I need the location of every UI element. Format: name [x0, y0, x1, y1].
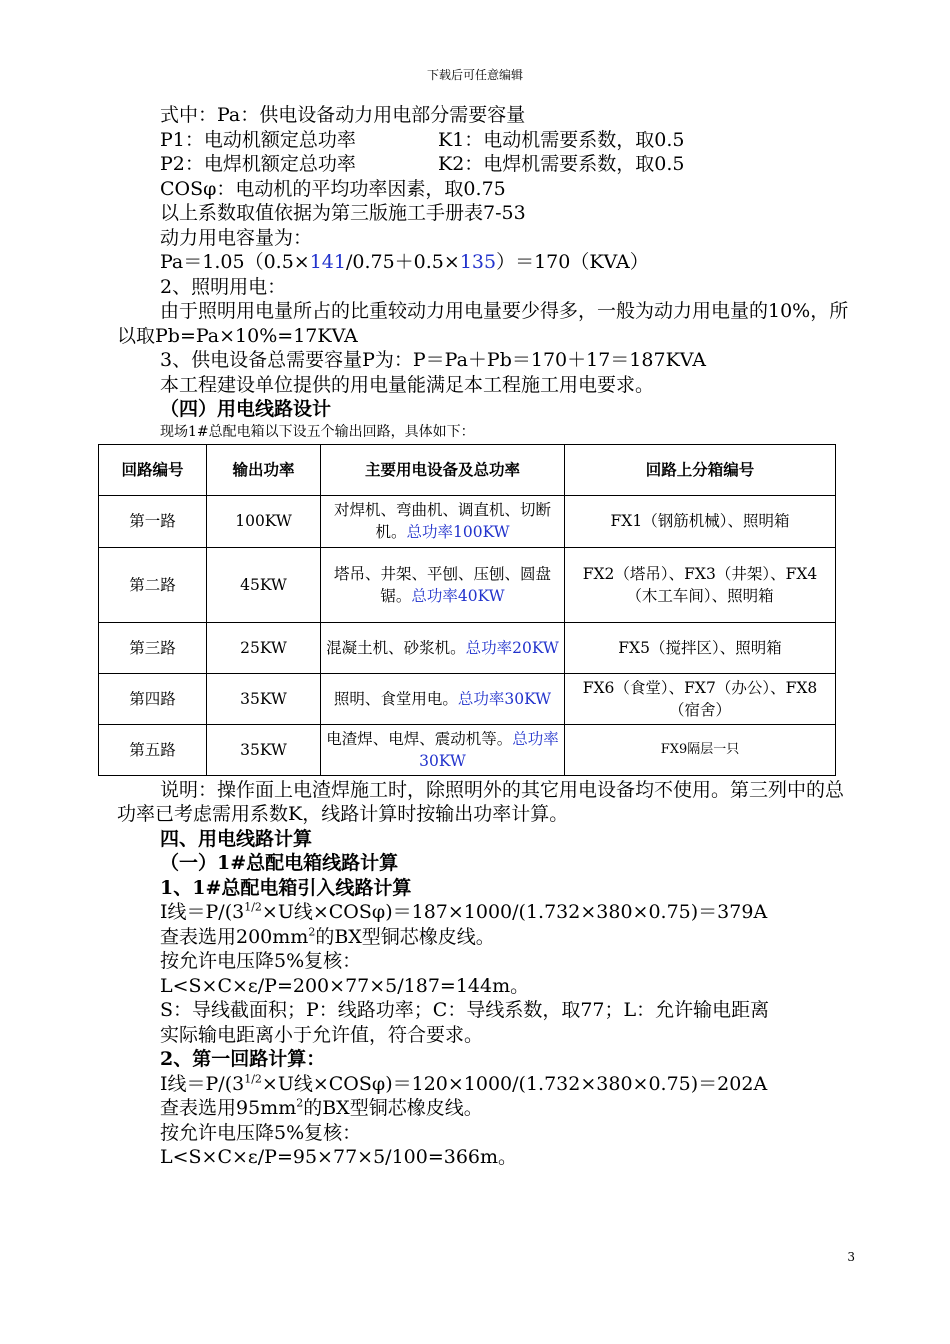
table-cell: FX6（食堂）、FX7（办公）、FX8（宿舍） — [565, 673, 836, 724]
value-highlight: 总功率30KW — [419, 729, 559, 770]
table-row — [99, 673, 836, 724]
text-line: 本工程建设单位提供的用电量能满足本工程施工用电要求。 — [160, 373, 655, 396]
text-line — [117, 128, 852, 153]
formula-line — [117, 250, 852, 275]
text-line: 按允许电压降5%复核： — [160, 950, 362, 972]
table-header-cell: 回路编号 — [99, 444, 207, 495]
table-cell: 25KW — [207, 622, 321, 673]
text-line: 按允许电压降5%复核： — [160, 1121, 362, 1144]
table-row — [99, 622, 836, 673]
text-span: 混凝土机、砂浆机。 — [326, 638, 466, 657]
table-cell: FX2（塔吊）、FX3（井架）、FX4（木工车间）、照明箱 — [565, 547, 836, 622]
table-row — [99, 495, 836, 547]
text-span: I线＝P/(3 — [160, 901, 245, 923]
table-header-cell: 回路上分箱编号 — [565, 444, 836, 495]
table-cell: 第四路 — [99, 673, 207, 724]
superscript: 1/2 — [244, 900, 262, 914]
paragraph: 说明：操作面上电渣焊施工时，除照明外的其它用电设备均不使用。第三列中的总功率已考虑需用系数K，线路计算时按输出功率计算。 — [117, 778, 845, 825]
text-span: /0.75＋0.5× — [345, 251, 460, 273]
table-cell: 35KW — [207, 724, 321, 775]
table-cell: 45KW — [207, 547, 321, 622]
text-line — [117, 152, 852, 177]
text-span: I线＝P/(3 — [160, 1072, 245, 1095]
superscript: 2 — [296, 1096, 304, 1110]
formula-line: L<S×C×ε/P=200×77×5/187=144m。 — [160, 974, 530, 997]
table-cell: 第三路 — [99, 622, 207, 673]
text-span: 的BX型铜芯橡皮线。 — [315, 925, 495, 948]
formula-line — [117, 1072, 852, 1097]
text-line: 2、照明用电： — [160, 275, 287, 298]
text-span: ×U线×COSφ)＝120×1000/(1.732×380×0.75)＝202A — [261, 1072, 768, 1095]
text-span: 对焊机、弯曲机、调直机、切断机。 — [333, 501, 551, 541]
text-line: COSφ：电动机的平均功率因素，取0.75 — [160, 177, 506, 200]
text-span: 照明、食堂用电。 — [333, 689, 458, 708]
superscript: 2 — [308, 925, 316, 939]
table-cell: 第二路 — [99, 547, 207, 622]
table-cell: FX5（搅拌区）、照明箱 — [565, 622, 836, 673]
value-highlight: 总功率100KW — [406, 523, 510, 541]
text-span: 塔吊、井架、平刨、压刨、圆盘锯。 — [333, 564, 551, 605]
text-line: 动力用电容量为： — [160, 226, 313, 249]
text-line: 3、供电设备总需要容量P为：P＝Pa＋Pb＝170＋17＝187KVA — [160, 349, 706, 371]
table-cell — [321, 622, 565, 673]
table-cell: FX9隔层一只 — [565, 724, 836, 775]
table-cell: FX1（钢筋机械）、照明箱 — [565, 495, 836, 547]
document-body — [117, 103, 852, 1170]
paragraph: S：导线截面积；P：线路功率；C：导线系数，取77；L：允许输电距离 — [160, 999, 770, 1021]
table-cell: 100KW — [207, 495, 321, 547]
table-header-cell: 主要用电设备及总功率 — [321, 444, 565, 495]
text-span: ×U线×COSφ)＝187×1000/(1.732×380×0.75)＝379A — [261, 901, 768, 923]
text-line: 实际输电距离小于允许值，符合要求。 — [160, 1023, 484, 1046]
table-cell: 第一路 — [99, 495, 207, 547]
text-span: ）＝170（KVA） — [496, 251, 649, 273]
section-heading: （一）1#总配电箱线路计算 — [160, 852, 399, 874]
text-span: 查表选用200mm — [160, 925, 309, 948]
section-heading: 2、第一回路计算： — [160, 1048, 326, 1070]
superscript: 1/2 — [244, 1072, 262, 1086]
formula-line: L<S×C×ε/P=95×77×5/100=366m。 — [160, 1146, 518, 1168]
table-row — [99, 724, 836, 775]
text-span: P2：电焊机额定总功率 — [160, 153, 356, 175]
text-span: 查表选用95mm — [160, 1097, 297, 1119]
text-line: 式中：Pa：供电设备动力用电部分需要容量 — [160, 104, 526, 126]
text-line: 以上系数取值依据为第三版施工手册表7-53 — [160, 202, 526, 224]
text-span: P1：电动机额定总功率 — [160, 128, 356, 151]
table-header-cell: 输出功率 — [207, 444, 321, 495]
value-highlight: 总功率30KW — [457, 689, 552, 708]
text-line — [117, 925, 852, 950]
paragraph: 由于照明用电量所占的比重较动力用电量要少得多，一般为动力用电量的10%，所以取Pb=Pa×10%=17KVA — [117, 300, 849, 347]
table-cell — [321, 547, 565, 622]
text-span: Pa＝1.05（0.5× — [160, 251, 310, 273]
section-heading: （四）用电线路设计 — [160, 398, 332, 420]
section-heading: 四、用电线路计算 — [160, 827, 313, 850]
value-highlight: 135 — [459, 251, 497, 273]
table-cell — [321, 495, 565, 547]
value-highlight: 总功率20KW — [465, 638, 559, 657]
table-row — [99, 547, 836, 622]
text-line — [117, 1096, 852, 1121]
table-cell: 第五路 — [99, 724, 207, 775]
section-heading: 1、1#总配电箱引入线路计算 — [160, 876, 412, 899]
text-span: K1：电动机需要系数，取0.5 — [438, 128, 685, 151]
page-header: 下载后可任意编辑 — [426, 68, 523, 82]
page-number: 3 — [847, 1250, 855, 1264]
text-span: K2：电焊机需要系数，取0.5 — [438, 153, 685, 175]
value-highlight: 总功率40KW — [411, 586, 505, 605]
text-span: 电渣焊、电焊、震动机等。 — [326, 729, 513, 748]
formula-line — [117, 900, 852, 925]
table-cell: 35KW — [207, 673, 321, 724]
value-highlight: 141 — [309, 251, 346, 273]
table-cell — [321, 724, 565, 775]
table-header-row — [99, 444, 836, 495]
table-caption: 现场1#总配电箱以下设五个输出回路，具体如下： — [160, 423, 475, 440]
text-span: 的BX型铜芯橡皮线。 — [303, 1097, 483, 1119]
circuit-table — [98, 444, 836, 776]
table-cell — [321, 673, 565, 724]
